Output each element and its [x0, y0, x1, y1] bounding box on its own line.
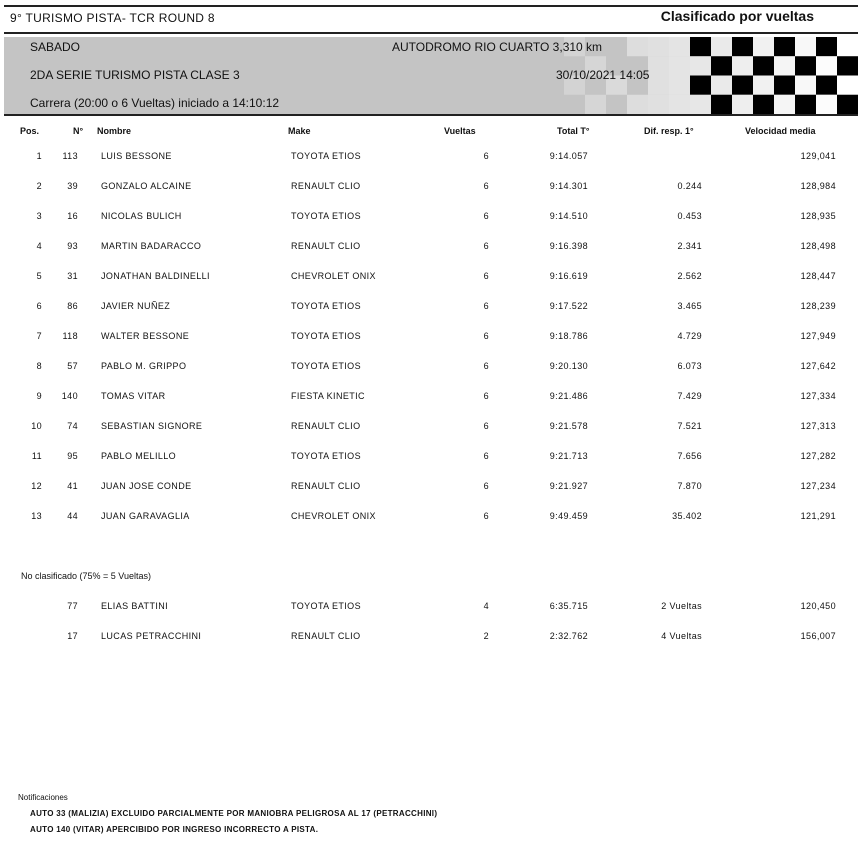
flag-cell — [753, 76, 774, 95]
number-cell: 39 — [67, 181, 78, 191]
diff-cell: 7.656 — [677, 451, 702, 461]
make-cell: RENAULT CLIO — [291, 181, 361, 191]
driver-cell: JONATHAN BALDINELLI — [101, 271, 210, 281]
make-cell: RENAULT CLIO — [291, 241, 361, 251]
speed-cell: 127,334 — [800, 391, 836, 401]
diff-cell: 4 Vueltas — [661, 631, 702, 641]
make-cell: TOYOTA ETIOS — [291, 301, 361, 311]
flag-cell — [690, 56, 711, 75]
table-row — [0, 331, 859, 345]
number-cell: 140 — [61, 391, 78, 401]
flag-cell — [795, 37, 816, 56]
header-rule — [4, 32, 858, 34]
number-cell: 77 — [67, 601, 78, 611]
diff-cell: 7.429 — [677, 391, 702, 401]
speed-cell: 127,282 — [800, 451, 836, 461]
speed-cell: 120,450 — [800, 601, 836, 611]
flag-cell — [774, 56, 795, 75]
total-time-cell: 9:18.786 — [549, 331, 588, 341]
report-title: Clasificado por vueltas — [660, 8, 814, 24]
make-cell: CHEVROLET ONIX — [291, 271, 376, 281]
diff-cell: 2.341 — [677, 241, 702, 251]
speed-cell: 129,041 — [800, 151, 836, 161]
driver-cell: SEBASTIAN SIGNORE — [101, 421, 203, 431]
speed-cell: 128,984 — [800, 181, 836, 191]
pos-cell: 8 — [36, 361, 42, 371]
make-cell: TOYOTA ETIOS — [291, 361, 361, 371]
flag-cell — [648, 56, 669, 75]
flag-cell — [690, 37, 711, 56]
notification-item: AUTO 140 (VITAR) APERCIBIDO POR INGRESO INCORRECTO A PISTA. — [30, 825, 319, 834]
col-speed: Velocidad media — [745, 126, 816, 136]
number-cell: 118 — [62, 331, 78, 341]
total-time-cell: 9:16.619 — [549, 271, 588, 281]
flag-cell — [690, 76, 711, 95]
col-num: N° — [73, 126, 84, 136]
laps-cell: 6 — [483, 241, 489, 251]
total-time-cell: 9:16.398 — [549, 241, 588, 251]
table-row — [0, 241, 859, 255]
laps-cell: 6 — [483, 211, 489, 221]
col-make: Make — [288, 126, 311, 136]
driver-cell: LUCAS PETRACCHINI — [101, 631, 202, 641]
driver-cell: PABLO MELILLO — [101, 451, 177, 461]
table-row — [0, 391, 859, 405]
table-row — [0, 511, 859, 525]
total-time-cell: 9:20.130 — [549, 361, 588, 371]
flag-cell — [711, 56, 732, 75]
pos-cell: 4 — [36, 241, 42, 251]
laps-cell: 6 — [483, 451, 489, 461]
laps-cell: 6 — [483, 271, 489, 281]
driver-cell: NICOLAS BULICH — [101, 211, 182, 221]
total-time-cell: 9:14.057 — [549, 151, 588, 161]
pos-cell: 2 — [36, 181, 42, 191]
race-day: SABADO — [30, 40, 81, 54]
col-name: Nombre — [97, 126, 132, 136]
speed-cell: 128,935 — [800, 211, 836, 221]
number-cell: 31 — [67, 271, 78, 281]
total-time-cell: 9:21.713 — [549, 451, 588, 461]
driver-cell: GONZALO ALCAINE — [101, 181, 192, 191]
pos-cell: 7 — [36, 331, 42, 341]
driver-cell: LUIS BESSONE — [101, 151, 172, 161]
laps-cell: 6 — [483, 331, 489, 341]
make-cell: TOYOTA ETIOS — [291, 151, 361, 161]
table-row — [0, 361, 859, 375]
flag-cell — [711, 37, 732, 56]
flag-cell — [732, 56, 753, 75]
col-pos: Pos. — [20, 126, 40, 136]
laps-cell: 6 — [483, 181, 489, 191]
pos-cell: 11 — [31, 451, 42, 461]
laps-cell: 6 — [483, 361, 489, 371]
total-time-cell: 6:35.715 — [549, 601, 588, 611]
pos-cell: 5 — [36, 271, 42, 281]
flag-cell — [795, 56, 816, 75]
make-cell: RENAULT CLIO — [291, 631, 361, 641]
flag-cell — [648, 37, 669, 56]
table-row — [0, 481, 859, 495]
number-cell: 17 — [67, 631, 78, 641]
driver-cell: TOMAS VITAR — [101, 391, 166, 401]
number-cell: 16 — [67, 211, 78, 221]
table-row — [0, 451, 859, 465]
flag-cell — [648, 76, 669, 95]
table-row — [0, 151, 859, 165]
flag-cell — [753, 56, 774, 75]
flag-cell — [711, 76, 732, 95]
number-cell: 93 — [67, 241, 78, 251]
driver-cell: JUAN JOSE CONDE — [101, 481, 192, 491]
number-cell: 95 — [67, 451, 78, 461]
number-cell: 57 — [67, 361, 78, 371]
event-title: 9° TURISMO PISTA- TCR ROUND 8 — [10, 11, 215, 25]
make-cell: RENAULT CLIO — [291, 481, 361, 491]
total-time-cell: 2:32.762 — [549, 631, 588, 641]
make-cell: TOYOTA ETIOS — [291, 331, 361, 341]
driver-cell: JUAN GARAVAGLIA — [101, 511, 190, 521]
flag-cell — [837, 95, 858, 114]
total-time-cell: 9:21.486 — [549, 391, 588, 401]
table-row — [0, 271, 859, 285]
flag-cell — [585, 95, 606, 114]
pos-cell: 13 — [31, 511, 42, 521]
diff-cell: 7.870 — [677, 481, 702, 491]
total-time-cell: 9:21.578 — [549, 421, 588, 431]
diff-cell: 7.521 — [677, 421, 702, 431]
diff-cell: 2 Vueltas — [661, 601, 702, 611]
laps-cell: 6 — [483, 301, 489, 311]
diff-cell: 6.073 — [677, 361, 702, 371]
speed-cell: 127,313 — [800, 421, 836, 431]
flag-cell — [690, 95, 711, 114]
banner-rule — [4, 114, 858, 116]
flag-cell — [627, 95, 648, 114]
diff-cell: 0.244 — [677, 181, 702, 191]
laps-cell: 6 — [483, 481, 489, 491]
make-cell: TOYOTA ETIOS — [291, 451, 361, 461]
flag-cell — [753, 95, 774, 114]
flag-cell — [837, 56, 858, 75]
laps-cell: 6 — [483, 421, 489, 431]
driver-cell: MARTIN BADARACCO — [101, 241, 202, 251]
flag-cell — [816, 95, 837, 114]
number-cell: 44 — [67, 511, 78, 521]
make-cell: FIESTA KINETIC — [291, 391, 365, 401]
pos-cell: 6 — [36, 301, 42, 311]
diff-cell: 4.729 — [677, 331, 702, 341]
driver-cell: JAVIER NUÑEZ — [101, 301, 171, 311]
speed-cell: 127,949 — [800, 331, 836, 341]
flag-cell — [669, 76, 690, 95]
laps-cell: 6 — [483, 391, 489, 401]
diff-cell: 35.402 — [672, 511, 702, 521]
table-row — [0, 211, 859, 225]
pos-cell: 9 — [36, 391, 42, 401]
flag-cell — [732, 37, 753, 56]
diff-cell: 3.465 — [677, 301, 702, 311]
flag-cell — [774, 37, 795, 56]
flag-cell — [627, 37, 648, 56]
table-row — [0, 301, 859, 315]
laps-cell: 2 — [483, 631, 489, 641]
speed-cell: 127,642 — [800, 361, 836, 371]
table-row — [0, 421, 859, 435]
flag-cell — [795, 95, 816, 114]
make-cell: TOYOTA ETIOS — [291, 601, 361, 611]
race-info: Carrera (20:00 o 6 Vueltas) iniciado a 14:10:12 — [30, 96, 280, 110]
pos-cell: 3 — [36, 211, 42, 221]
pos-cell: 1 — [36, 151, 42, 161]
flag-cell — [816, 56, 837, 75]
total-time-cell: 9:21.927 — [549, 481, 588, 491]
circuit-name: AUTODROMO RIO CUARTO 3,310 km — [392, 40, 603, 54]
flag-cell — [774, 76, 795, 95]
number-cell: 41 — [67, 481, 78, 491]
diff-cell: 0.453 — [677, 211, 702, 221]
flag-cell — [732, 95, 753, 114]
flag-cell — [816, 76, 837, 95]
series-name: 2DA SERIE TURISMO PISTA CLASE 3 — [30, 68, 240, 82]
laps-cell: 6 — [483, 151, 489, 161]
number-cell: 74 — [67, 421, 78, 431]
laps-cell: 4 — [483, 601, 489, 611]
make-cell: RENAULT CLIO — [291, 421, 361, 431]
top-rule — [4, 5, 858, 7]
col-diff: Dif. resp. 1° — [644, 126, 694, 136]
flag-cell — [669, 95, 690, 114]
notification-item: AUTO 33 (MALIZIA) EXCLUIDO PARCIALMENTE POR MANIOBRA PELIGROSA AL 17 (PETRACCHINI) — [30, 809, 438, 818]
table-row — [0, 631, 859, 645]
laps-cell: 6 — [483, 511, 489, 521]
race-date: 30/10/2021 14:05 — [556, 68, 650, 82]
diff-cell: 2.562 — [677, 271, 702, 281]
total-time-cell: 9:17.522 — [549, 301, 588, 311]
flag-cell — [669, 37, 690, 56]
col-laps: Vueltas — [444, 126, 476, 136]
flag-cell — [816, 37, 837, 56]
col-total: Total T° — [557, 126, 590, 136]
speed-cell: 121,291 — [800, 511, 836, 521]
speed-cell: 128,447 — [800, 271, 836, 281]
pos-cell: 12 — [31, 481, 42, 491]
table-row — [0, 601, 859, 615]
flag-cell — [732, 76, 753, 95]
number-cell: 113 — [62, 151, 78, 161]
notifications-title: Notificaciones — [18, 793, 68, 802]
pos-cell: 10 — [31, 421, 42, 431]
flag-cell — [774, 95, 795, 114]
number-cell: 86 — [67, 301, 78, 311]
driver-cell: PABLO M. GRIPPO — [101, 361, 187, 371]
driver-cell: ELIAS BATTINI — [101, 601, 169, 611]
flag-cell — [648, 95, 669, 114]
make-cell: TOYOTA ETIOS — [291, 211, 361, 221]
flag-cell — [669, 56, 690, 75]
speed-cell: 128,498 — [800, 241, 836, 251]
flag-cell — [753, 37, 774, 56]
table-row — [0, 181, 859, 195]
flag-cell — [795, 76, 816, 95]
total-time-cell: 9:14.510 — [549, 211, 588, 221]
total-time-cell: 9:14.301 — [549, 181, 588, 191]
flag-cell — [837, 37, 858, 56]
make-cell: CHEVROLET ONIX — [291, 511, 376, 521]
flag-cell — [837, 76, 858, 95]
total-time-cell: 9:49.459 — [549, 511, 588, 521]
speed-cell: 127,234 — [800, 481, 836, 491]
not-classified-label: No clasificado (75% = 5 Vueltas) — [21, 571, 151, 581]
speed-cell: 156,007 — [800, 631, 836, 641]
flag-cell — [711, 95, 732, 114]
race-banner — [4, 37, 858, 114]
driver-cell: WALTER BESSONE — [101, 331, 190, 341]
speed-cell: 128,239 — [800, 301, 836, 311]
